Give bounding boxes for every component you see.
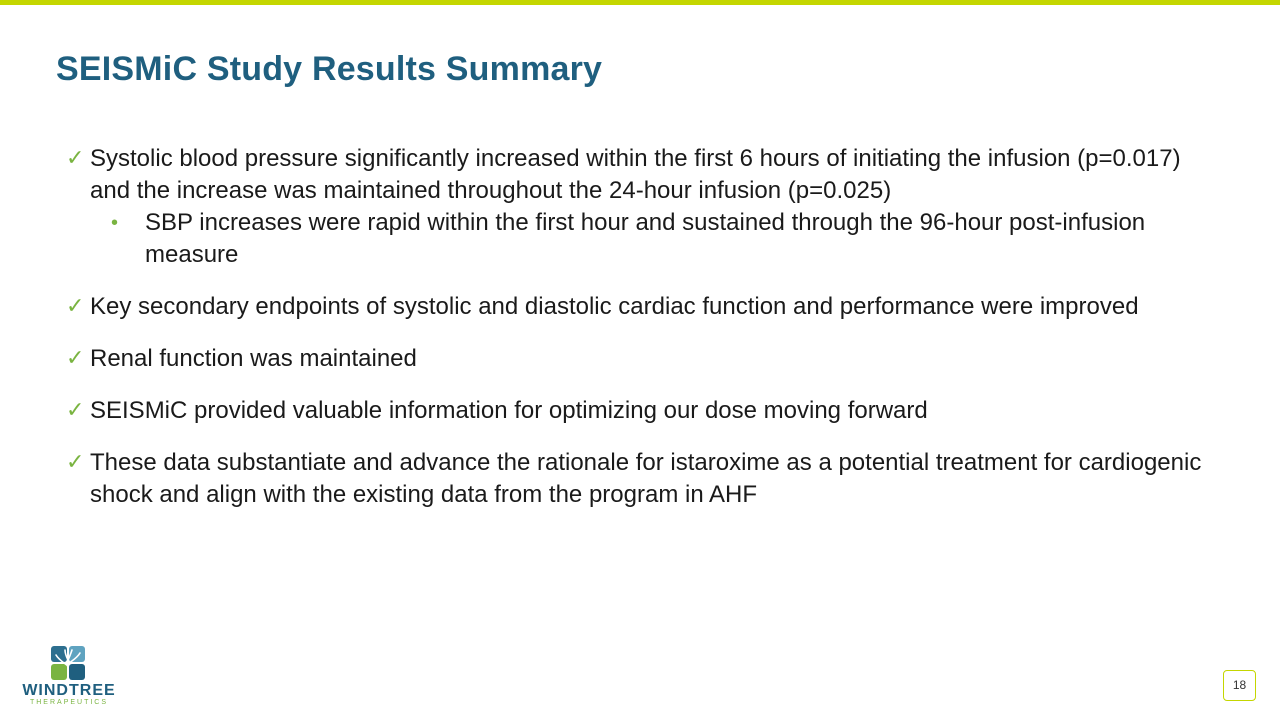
check-icon: ✓ <box>66 346 85 371</box>
slide-title: SEISMiC Study Results Summary <box>56 50 603 88</box>
check-icon: ✓ <box>66 146 85 171</box>
check-icon: ✓ <box>66 450 85 475</box>
page-number: 18 <box>1223 670 1256 701</box>
windtree-tree-icon <box>51 646 85 680</box>
check-icon: ✓ <box>66 294 85 319</box>
bullet-text: Systolic blood pressure significantly increased within the first 6 hours of initiating the infusion (p=0.017) and the increase was maintained throughout the 24-hour infusion (p=0.025) <box>90 145 1181 204</box>
bullet-text: Key secondary endpoints of systolic and diastolic cardiac function and performance were improved <box>90 293 1139 320</box>
bullet-text: Renal function was maintained <box>90 345 417 372</box>
bullet-text: These data substantiate and advance the rationale for istaroxime as a potential treatment for cardiogenic shock and align with the existing data from the program in AHF <box>90 449 1202 508</box>
bullet-item <box>66 395 1216 427</box>
bullet-list <box>66 143 1216 531</box>
bullet-item <box>66 447 1216 511</box>
sub-bullet-item <box>111 207 1216 271</box>
sub-bullet-text: SBP increases were rapid within the first hour and sustained through the 96-hour post-infusion measure <box>145 209 1146 268</box>
bullet-item <box>66 143 1216 271</box>
bullet-dot-icon: • <box>111 212 119 234</box>
sub-bullet-list <box>90 207 1216 271</box>
logo-wordmark: WINDTREE <box>22 682 116 699</box>
logo-tagline: THERAPEUTICS <box>29 699 109 706</box>
windtree-logo <box>20 646 120 708</box>
bullet-item <box>66 343 1216 375</box>
check-icon: ✓ <box>66 398 85 423</box>
bullet-item <box>66 291 1216 323</box>
bullet-text: SEISMiC provided valuable information for optimizing our dose moving forward <box>90 397 928 424</box>
top-accent-bar <box>0 0 1280 5</box>
